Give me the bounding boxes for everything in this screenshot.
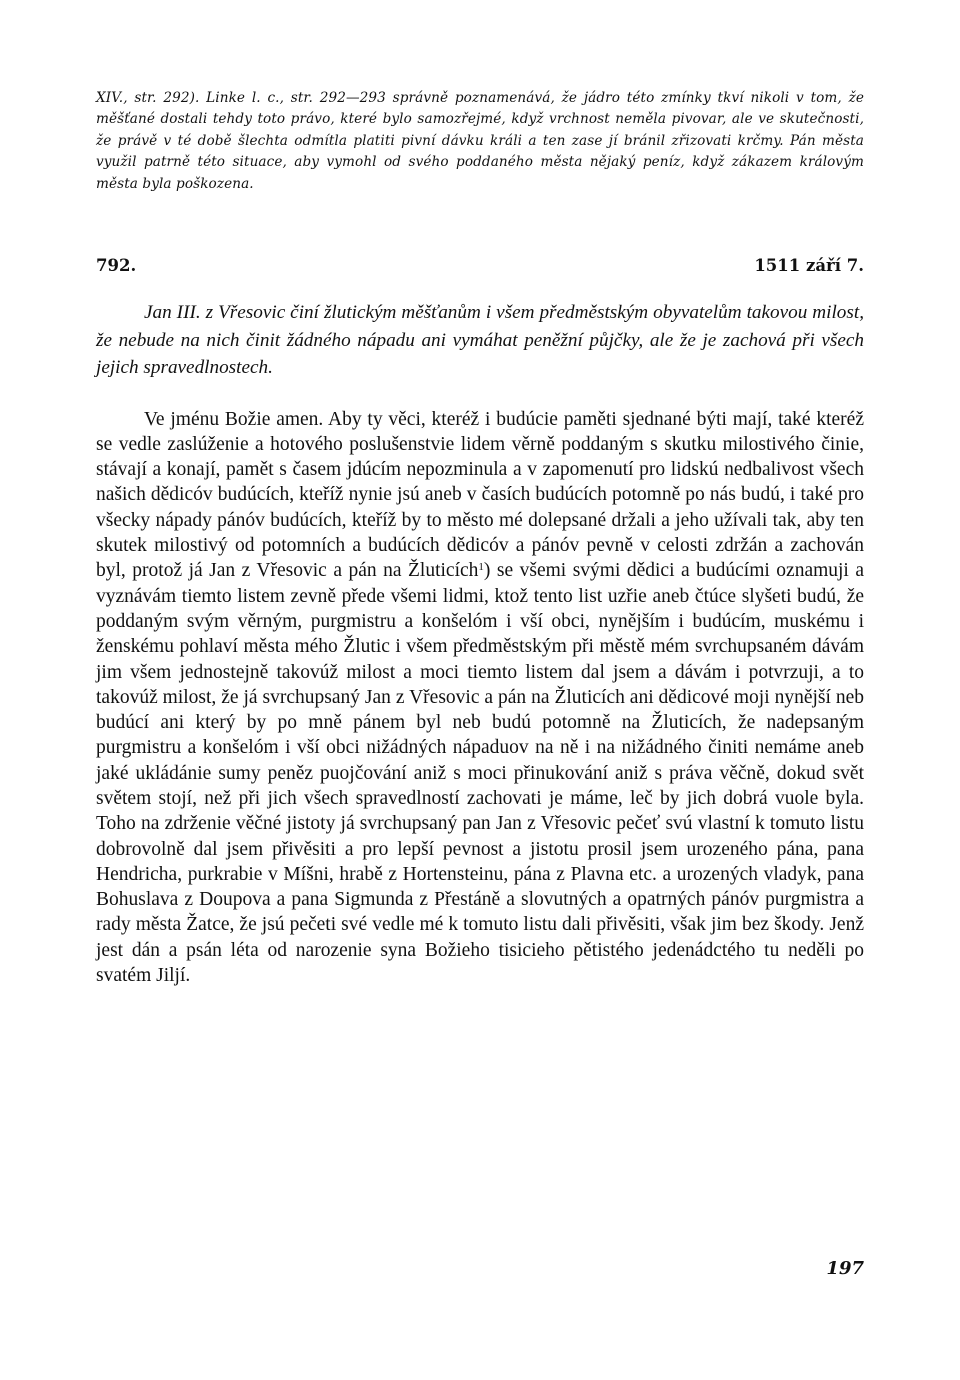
footnote-text: XIV., str. 292). Linke l. c., str. 292—293 správně poznamenává, že jádro této zmínky tkví nikoli v tom, že měšťané dostali tehdy toto právo, které bylo samozřejmé, když vrchnost neměla pivovar, ale ve skutečnosti, že právě v té době šlechta odmítla platiti pivní dávku králi a ten zase jí bránil zřizovati krčmy. Pán města využil patrně této situace, aby vymohl od svého poddaného města nějaký peníz, když zákazem královým města byla poškozena. [96,90,864,192]
body-text-part-1: Ve jménu Božie amen. Aby ty věci, kteréž i budúcie paměti sjednané býti mají, také kteréž se vedle zaslúženie a hotového poslušenstvie lidem věrně poddaným s skutku milostivého činie, stávají a konají, pamět s časem jdúcím nepozminula a v zapomenutí pro lidskú nedbalivost všech našich dědicóv budúcích, kteříž nynie jsú aneb v časích budúcích potomně po nás budú, i také pro všecky nápady pánóv budúcích, kteříž by to město mé dolepsané držali a jeho užívali tak, aby ten skutek milostivý od potomních a budúcích dědicóv a pánóv pevně v celosti zdržán a zachován byl, protož já Jan z Vřesovic a pán na Žluticích [96,408,864,582]
document-body [96,407,864,989]
document-regest: Jan III. z Vřesovic činí žlutickým měšťanům i všem předměstským obyvatelům takovou milost, že nebude na nich činit žádného nápadu ani vymáhat peněžní půjčky, ale že je zachová při všech jejich spravedlnostech. [96,302,864,379]
document-date: 1511 září 7. [754,256,864,276]
body-text-part-2: ) se všemi svými dědici a budúcími oznamuji a vyznávám tiemto listem zevně přede všemi lidmi, ktož tento list uzřie aneb čtúce slyšeti budú, že poddaným svým věrným, purgmistru a konšelóm i vší obci, nynějším i budúcím, muskému i ženskému pohlaví města mého Žlutic i všem předměstským při městě mém svrchupsaném dávám jim všem jednostejně takovúž milost a moci tiemto listem dal jsem a dávám i potvrzuji, a to takovúž milost, že já svrchupsaný Jan z Vřesovic a pán na Žluticích ani dědicové moji nynější neb budúcí ani který by po mně pánem byl neb budú potomně na Žluticích, že nadepsaným purgmistru a konšelóm i vší obci nižádných nápaduov na ně i na nižádného činiti nemáme aneb jaké ukládánie sumy peněz puojčování aniž s moci přinukování aniž s práva věčně, dokud svět světem stojí, než při jich všech spravedlností zachovati je máme, leč by jich dobrá vuole byla. Toho na zdrženie věčné jistoty já svrchupsaný pan Jan z Vřesovic pečeť svú vlastní k tomuto listu dobrovolně dal jsem přivěsiti a pro lepší pevnost a jistotu prosil jsem urozeného pána, pana Hendricha, purkrabie v Míšni, hrabě z Hortensteinu, pána z Plavna etc. a urozených vladyk, pana Bohuslava z Doupova a pana Sigmunda z Přestáně a slovutných a opatrných pánóv purgmistra a rady města Žatce, že jsú pečeti své vedle mé k tomuto listu dali přivěsiti, však jim bez škody. Jenž jest dán a psán léta od narozenie syna Božieho tisicieho pětistého jedenádctého tu neděli po svatém Jiljí. [96,560,865,987]
document-number: 792. [96,256,137,276]
footnote-reference: 1 [478,561,484,574]
page-number: 197 [826,1258,864,1279]
page [96,88,864,988]
document-heading [96,256,864,275]
